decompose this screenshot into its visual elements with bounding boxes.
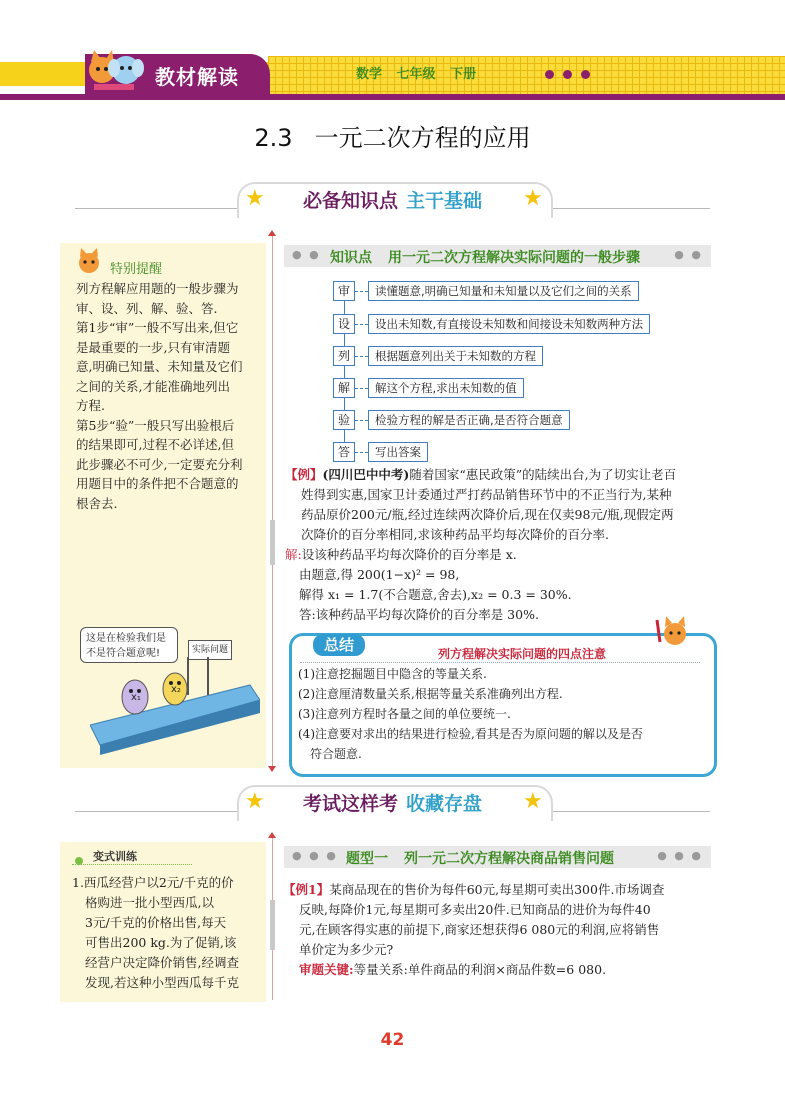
summary-tag: 总结: [313, 634, 365, 656]
kp-title: 用一元二次方程解决实际问题的一般步骤: [388, 250, 640, 266]
step-text: 根据题意列出关于未知数的方程: [368, 346, 543, 366]
step-key: 解: [333, 378, 355, 398]
grade: 七年级: [396, 67, 436, 82]
example-source: (四川巴中中考): [322, 467, 410, 482]
page-number: 42: [380, 1030, 405, 1050]
banner-left-text: 必备知识点: [302, 190, 398, 212]
subject: 数学: [356, 67, 383, 82]
section-number: 2.3: [254, 124, 293, 152]
practice-text: 1.西瓜经营户以2元/千克的价 格购进一批小型西瓜,以 3元/千克的价格出售,每天 可售出200 kg.为了促销,该 经营户决定降价销售,经调查 发现,若这种小型西瓜每千克: [72, 875, 239, 990]
problem-sign: 实际问题: [188, 640, 232, 660]
step-key: 审: [333, 281, 355, 301]
scroll-thumb: [270, 900, 275, 950]
step-text: 设出未知数,有直接设未知数和间接设未知数两种方法: [368, 314, 650, 334]
series-title: 教材解读: [155, 65, 239, 89]
type-header: ● ● ● 题型一 列一元二次方程解决商品销售问题 ● ● ●: [284, 846, 711, 868]
tip-text: 列方程解应用题的一般步骤为 审、设、列、解、验、答. 第1步“审”一般不写出来,但它 是最重要的一步,只有审清题 意,明确已知量、未知量及它们 之间的关系,才能准确地列出 方程. 第5步“验”一般只写出验根后 的结果即可,过程不必详述,但 此步骤必不可少,一定要充分利 用题目中的条件把不合题意的 根舍去.: [76, 281, 243, 511]
banner-knowledge: [0, 182, 785, 220]
banner-right-text: 主干基础: [406, 190, 483, 212]
key-label: 审题关键:: [299, 962, 354, 977]
step-text: 读懂题意,明确已知量和未知量以及它们之间的关系: [368, 281, 639, 301]
step-text: 写出答案: [368, 442, 428, 462]
step-text: 检验方程的解是否正确,是否符合题意: [368, 410, 570, 430]
type-title: 列一元二次方程解决商品销售问题: [404, 851, 614, 867]
step-key: 验: [333, 410, 355, 430]
section-title: [0, 118, 785, 153]
kp-label: 知识点: [330, 250, 372, 266]
step-text: 解这个方程,求出未知数的值: [368, 378, 524, 398]
banner-left-text: 考试这样考: [302, 793, 398, 815]
scroll-thumb: [270, 520, 275, 565]
solution-label: 解:: [285, 547, 302, 562]
header-underline: [0, 94, 785, 100]
tip-title: 特别提醒: [110, 262, 163, 277]
example: 【例】(四川巴中中考)随着国家“惠民政策”的陆续出台,为了切实让老百 姓得到实惠,国家卫计委通过严打药品销售环节中的不正当行为,某种 药品原价200元/瓶,经过连续两次降价后,现在仅卖98元/瓶,现假定两 次降价的百分率相同,求该种药品平均每次降价的百分率.: [285, 467, 677, 542]
example1-tag: 【例1】: [283, 882, 330, 897]
arrow-down-icon: [268, 766, 276, 772]
cartoon-illustration: [90, 655, 260, 755]
mascot-icon: [84, 48, 144, 92]
step-key: 答: [333, 442, 355, 462]
fox-icon: [72, 248, 106, 274]
step-key: 设: [333, 314, 355, 334]
knowledge-point-header: ● ● 知识点 用一元二次方程解决实际问题的一般步骤 ● ●: [284, 245, 711, 267]
fox-icon: [655, 612, 695, 650]
summary-title: 列方程解决实际问题的四点注意: [437, 647, 606, 661]
banner-exam: [0, 785, 785, 823]
cartoon-label-x2: x₂: [171, 684, 181, 695]
subject-info: [356, 63, 506, 83]
section-name: 一元二次方程的应用: [314, 124, 531, 152]
type-label: 题型一: [346, 851, 388, 867]
header-grid-pattern: [268, 56, 785, 94]
speech-bubble: 这是在检验我们是 不是符合题意呢!: [80, 627, 178, 663]
star-icon: ★: [245, 186, 265, 211]
practice-label: 变式训练: [93, 850, 137, 863]
arrow-up-icon: [268, 832, 276, 838]
dot-icon: [581, 70, 590, 79]
column-divider: [272, 236, 273, 770]
arrow-up-icon: [268, 230, 276, 236]
example1: 【例1】某商品现在的售价为每件60元,每星期可卖出300件.市场调查 反映,每降价1元,每星期可多卖出20件.已知商品的进价为每件40 元,在顾客得实惠的前提下,商家还想获得6 080元的利润,应将销售 单价定为多少元? 审题关键:等量关系:单件商品的利润×商品件数=6 080.: [283, 882, 665, 977]
star-icon: ★: [523, 789, 543, 814]
dot-icon: [545, 70, 554, 79]
term: 下册: [450, 67, 477, 82]
step-key: 列: [333, 346, 355, 366]
key-text: 等量关系:单件商品的利润×商品件数=6 080.: [353, 962, 607, 977]
banner-right-text: 收藏存盘: [406, 793, 483, 815]
example-tag: 【例】: [285, 467, 323, 482]
dot-icon: [563, 70, 572, 79]
cartoon-label-x1: x₁: [131, 692, 141, 703]
star-icon: ★: [245, 789, 265, 814]
solution: 解:设该种药品平均每次降价的百分率是 x. 由题意,得 200(1−x)² = 98, 解得 x₁ = 1.7(不合题意,舍去),x₂ = 0.3 = 30%. 答:该种药品平均每次降价的百分率是 30%.: [285, 547, 572, 622]
star-icon: ★: [523, 186, 543, 211]
